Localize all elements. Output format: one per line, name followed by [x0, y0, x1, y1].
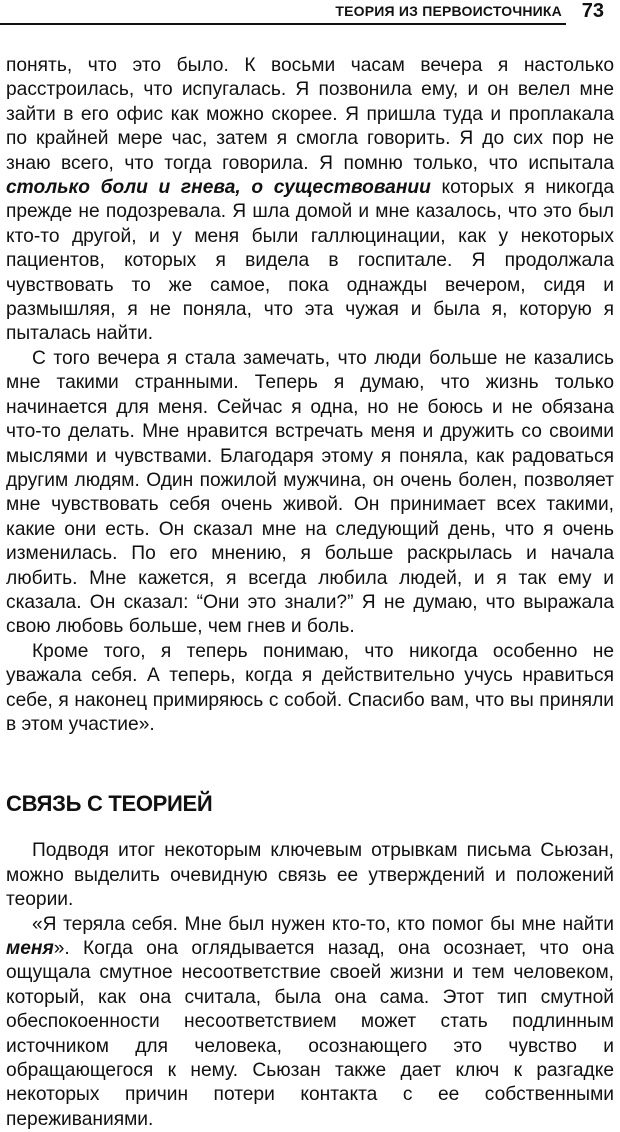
paragraph: Подводя итог некоторым ключевым отрывкам письма Сьюзан, можно выделить очевидную связь ее утверждений и положений теории. [6, 840, 614, 911]
running-header [0, 0, 620, 28]
section-heading: СВЯЗЬ С ТЕОРИЕЙ [6, 791, 213, 817]
page-number: 73 [581, 0, 604, 22]
emphasized-text: меня [6, 938, 54, 959]
paragraph-text: «Я теряла себя. Мне был нужен кто-то, кто помог бы мне найти [32, 913, 614, 935]
page-body [6, 54, 614, 1132]
paragraph: С того вечера я стала замечать, что люди больше не казались мне такими странными. Теперь я думаю, что жизнь только начинается для меня. Сейчас я одна, но не боюсь и не обязана что-то делать. Мне нравится встречать меня и дружить со своими мыслями и чувствами. Благодаря этому я поняла, как радоваться другим людям. Один пожилой мужчина, он очень болен, позволяет мне чувствовать себя очень живой. Он принимает всех такими, какие они есть. Он сказал мне на следующий день, что я очень изменилась. По его мнению, я больше раскрылась и начала любить. Мне кажется, я всегда любила людей, и я так ему и сказала. Он сказал: “Они это знали?” Я не думаю, что выражала свою любовь больше, чем гнев и боль. [6, 347, 614, 638]
paragraph-text: ». Когда она оглядывается назад, она осознает, что она ощущала смутное несоответствие своей жизни и тем человеком, который, как она считала, была она сама. Этот тип смутной обеспокоенности несоответствием может стать подлинным источником для человека, осознающего это чувство и обращающегося к нему. Сьюзан также дает ключ к разгадке некоторых причин потери контакта с ее собственными переживаниями. [6, 938, 614, 1130]
paragraph [6, 913, 614, 1132]
header-rule [0, 23, 566, 25]
paragraph-text: которых я никогда прежде не подозревала. Я шла домой и мне казалось, что это был кто-то другой, и у меня были галлюцинации, как у некоторых пациентов, которых я видела в госпитале. Я продолжала чувствовать то же самое, пока однажды вечером, сидя и размышляя, я не поняла, что эта чужая и была я, которую я пыталась найти. [6, 177, 614, 345]
paragraph-text: понять, что это было. К восьми часам вечера я настолько расстроилась, что испугалась. Я позвонила ему, и он велел мне зайти в его офис как можно скорее. Я пришла туда и проплакала по крайней мере час, затем я смогла говорить. Я до сих пор не знаю всего, что тогда говорила. Я помню только, что испытала [6, 55, 614, 174]
paragraph: Кроме того, я теперь понимаю, что никогда особенно не уважала себя. А теперь, когда я действительно учусь нравиться себе, я наконец примиряюсь с собой. Спасибо вам, что вы приняли в этом участие». [6, 640, 614, 735]
emphasized-text: столько боли и гнева, о существовании [6, 177, 431, 199]
paragraph-continued [6, 54, 614, 347]
running-title: ТЕОРИЯ ИЗ ПЕРВОИСТОЧНИКА [335, 3, 562, 19]
section-body [6, 839, 614, 1132]
